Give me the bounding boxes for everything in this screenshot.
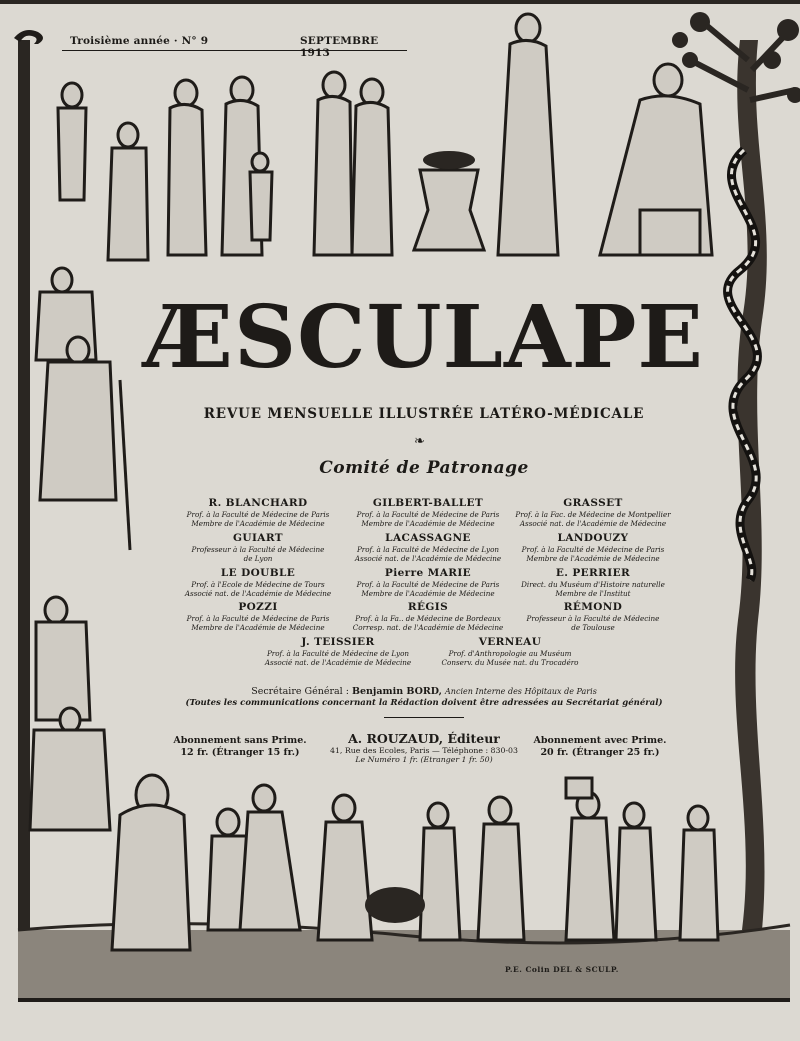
header-rule [62,50,407,51]
member-line: de Toulouse [571,623,615,632]
journal-subtitle: REVUE MENSUELLE ILLUSTRÉE LATÉRO-MÉDICALE [203,406,645,422]
member-name: VERNEAU [478,636,542,648]
issue-price: Le Numéro 1 fr. (Etranger 1 fr. 50) [355,755,493,764]
member-line: Prof. à l'Ecole de Médecine de Tours [191,580,325,589]
member-name: Pierre MARIE [384,567,472,579]
member-line: Professeur à la Faculté de Médecine [526,614,660,623]
member-line: Prof. à la Fa.. de Médecine de Bordeaux [355,614,501,623]
member-line: Membre de l'Académie de Médecine [191,623,325,632]
member-name: GUIART [233,532,283,544]
member-verneau [420,636,600,667]
member-name: GILBERT-BALLET [372,497,484,509]
member-name: POZZI [238,601,278,613]
member-gilbert-ballet [338,497,518,528]
issue-header [62,33,407,59]
member-line: Associé nat. de l'Académie de Médecine [264,658,412,667]
artist-signature: P.E. Colin DEL & SCULP. [505,965,619,974]
member-line: Membre de l'Académie de Médecine [526,554,660,563]
fleuron-icon: ❧ [414,434,425,449]
member-perrier [503,567,683,598]
bottom-procession-figures [208,785,718,940]
member-line: Direct. du Muséum d'Histoire naturelle [521,580,665,589]
subscription-title: Abonnement sans Prime. [173,735,307,746]
member-line: Prof. à la Faculté de Médecine de Lyon [266,649,410,658]
altar [414,170,484,250]
member-line: Associé nat. de l'Académie de Médecine [354,554,502,563]
member-line: Conserv. du Musée nat. du Trocadéro [441,658,579,667]
member-line: Prof. à la Faculté de Médecine de Paris [186,510,330,519]
member-line: Prof. à la Faculté de Médecine de Paris [356,510,500,519]
member-line: Associé nat. de l'Académie de Médecine [184,589,332,598]
member-landouzy [503,532,683,563]
member-line: Prof. à la Faculté de Médecine de Paris [186,614,330,623]
issue-date: SEPTEMBRE 1913 [300,35,379,59]
member-line: Prof. à la Faculté de Médecine de Paris [521,545,665,554]
member-blanchard [168,497,348,528]
secretary-line [140,686,708,697]
subscription-price: 12 fr. (Étranger 15 fr.) [180,747,300,758]
journal-title: ÆSCULAPE [144,287,704,388]
member-line: Membre de l'Académie de Médecine [191,519,325,528]
member-pierre-marie [338,567,518,598]
member-name: LANDOUZY [557,532,629,544]
member-line: Membre de l'Académie de Médecine [361,519,495,528]
member-name: E. PERRIER [555,567,631,579]
publisher-name: A. ROUZAUD, Éditeur [348,731,500,746]
member-line: Corresp. nat. de l'Académie de Médecine [352,623,504,632]
member-line: Associé nat. de l'Académie de Médecine [519,519,667,528]
member-name: LACASSAGNE [385,532,471,544]
subscription-title: Abonnement avec Prime. [533,735,667,746]
goat [365,887,425,923]
committee-heading: Comité de Patronage [319,458,529,478]
member-pozzi [168,601,348,632]
divider [384,717,464,718]
subscription-price: 20 fr. (Étranger 25 fr.) [540,747,660,758]
member-line: Prof. à la Faculté de Médecine de Paris [356,580,500,589]
member-line: Professeur à la Faculté de Médecine [191,545,325,554]
secretary-title: Ancien Interne des Hôpitaux de Paris [445,687,597,696]
secretary-label: Secrétaire Général : [251,686,349,697]
member-teissier [248,636,428,667]
member-name: RÉMOND [563,601,623,613]
member-le-double [168,567,348,598]
member-line: de Lyon [243,554,273,563]
member-line: Prof. à la Faculté de Médecine de Lyon [356,545,500,554]
member-guiart [168,532,348,563]
member-lacassagne [338,532,518,563]
subscription-without-premium [170,735,310,759]
member-line: Membre de l'Académie de Médecine [361,589,495,598]
member-grasset [503,497,683,528]
member-name: GRASSET [563,497,623,509]
member-line: Prof. à la Fac. de Médecine de Montpellier [515,510,671,519]
left-border-line [18,40,30,1000]
member-name: J. TEISSIER [301,636,375,648]
secretary-note: (Toutes les communications concernant la Rédaction doivent être adressées au Secrétariat général) [185,698,663,708]
member-regis [338,601,518,632]
publisher-address: 41, Rue des Ecoles, Paris — Téléphone : 830-03 [330,746,518,755]
member-name: R. BLANCHARD [208,497,308,509]
member-line: Membre de l'Institut [555,589,631,598]
member-name: RÉGIS [407,601,449,613]
publisher-block [310,731,538,764]
title-panel [140,268,708,788]
subscription-with-premium [525,735,675,759]
secretary-name: Benjamin BORD, [351,686,442,697]
member-line: Prof. d'Anthropologie au Muséum [448,649,572,658]
issue-number: Troisième année · N° 9 [70,35,209,47]
member-name: LE DOUBLE [220,567,296,579]
member-remond [503,601,683,632]
